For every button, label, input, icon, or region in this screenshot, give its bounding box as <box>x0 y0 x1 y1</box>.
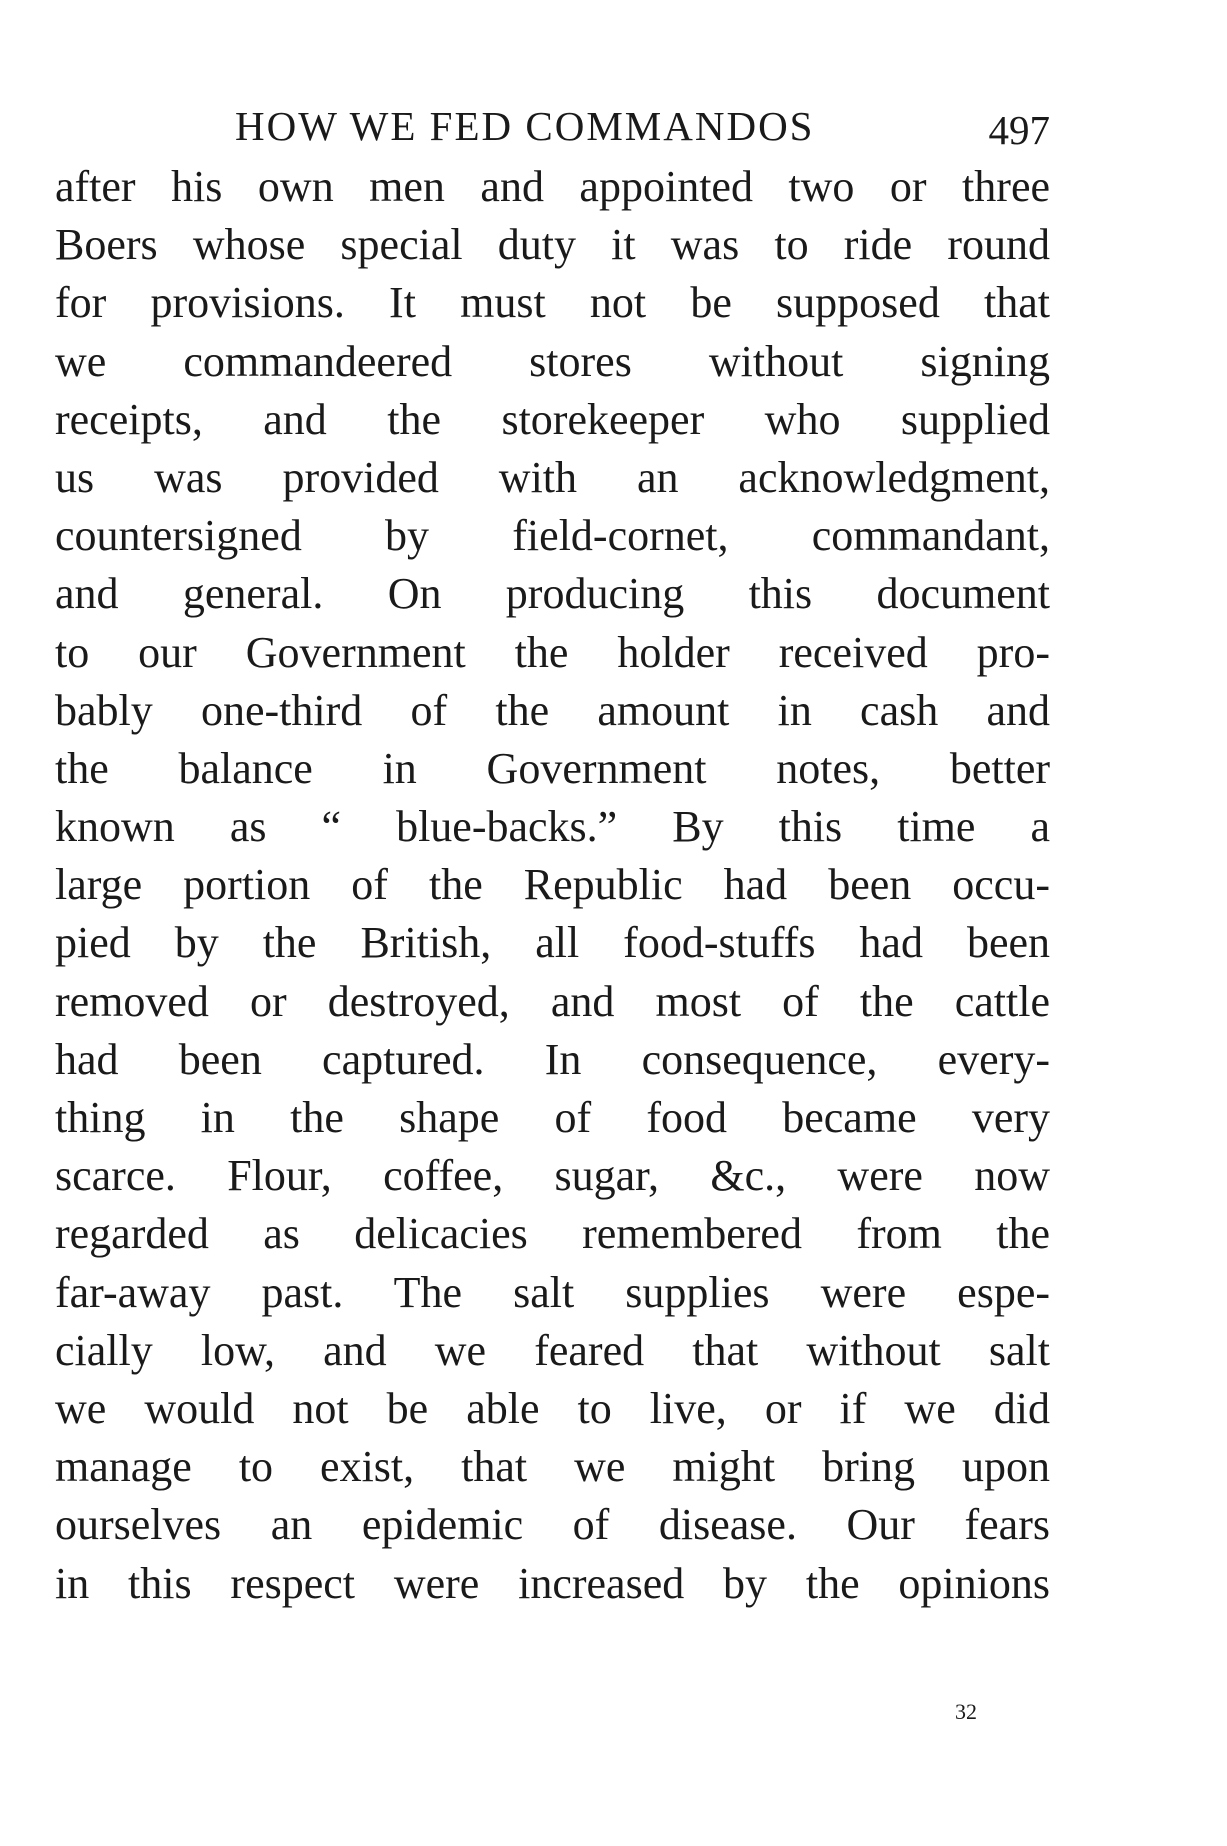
body-text <box>55 158 1050 1613</box>
text-line: pied by the British, all food-stuffs had been <box>55 918 1050 968</box>
text-line: after his own men and appointed two or three <box>55 162 1050 211</box>
text-line: receipts, and the storekeeper who supplied <box>55 394 1050 444</box>
text-line: we commandeered stores without signing <box>55 336 1050 386</box>
text-line: far-away past. The salt supplies were espe- <box>55 1267 1050 1317</box>
text-line: regarded as delicacies remembered from the <box>55 1209 1050 1259</box>
text-line: for provisions. It must not be supposed that <box>55 278 1050 328</box>
running-head <box>55 96 1050 156</box>
text-line: large portion of the Republic had been occu- <box>55 860 1050 910</box>
text-line: we would not be able to live, or if we did <box>55 1383 1050 1433</box>
text-line: and general. On producing this document <box>55 569 1050 619</box>
text-line: Boers whose special duty it was to ride round <box>55 220 1050 270</box>
text-line: in this respect were increased by the opinions <box>55 1558 1050 1608</box>
text-line: bably one-third of the amount in cash and <box>55 685 1050 735</box>
text-line: countersigned by field-cornet, commandant, <box>55 511 1050 561</box>
text-line: the balance in Government notes, better <box>55 743 1050 793</box>
signature-mark: 32 <box>955 1699 977 1724</box>
text-line: scarce. Flour, coffee, sugar, &c., were now <box>55 1151 1050 1201</box>
text-line: removed or destroyed, and most of the cattle <box>55 976 1050 1026</box>
text-line: thing in the shape of food became very <box>55 1093 1050 1142</box>
text-line: had been captured. In consequence, every- <box>55 1034 1050 1084</box>
text-line: ourselves an epidemic of disease. Our fears <box>55 1500 1050 1550</box>
text-line: cially low, and we feared that without salt <box>55 1325 1050 1375</box>
text-line: known as “ blue-backs.” By this time a <box>55 802 1050 852</box>
text-line: us was provided with an acknowledgment, <box>55 452 1050 502</box>
running-title: HOW WE FED COMMANDOS <box>235 103 815 149</box>
text-line: manage to exist, that we might bring upon <box>55 1442 1050 1492</box>
text-line: to our Government the holder received pro- <box>55 627 1050 677</box>
page-number: 497 <box>988 107 1050 153</box>
